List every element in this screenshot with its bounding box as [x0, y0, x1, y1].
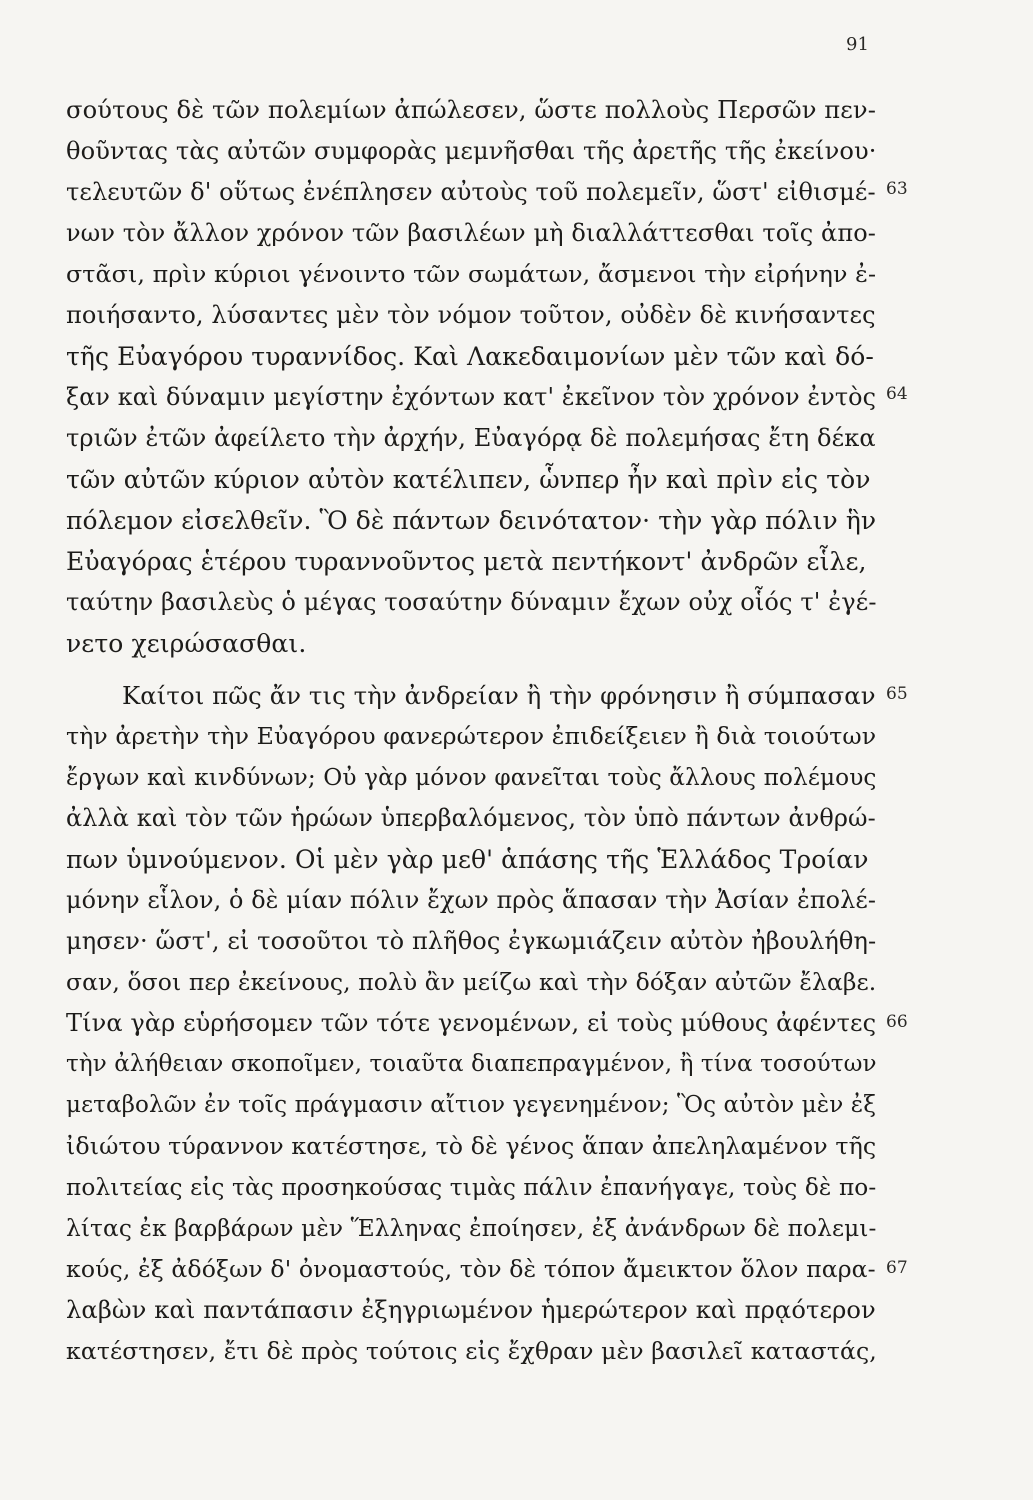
text-line: τελευτῶν δ' οὕτως ἐνέπλησεν αὐτοὺς τοῦ πολεμεῖν, ὥστ' εἰθισμέ-: [66, 178, 876, 206]
text-line: μησεν· ὥστ', εἰ τοσοῦτοι τὸ πλῆθος ἐγκωμιάζειν αὐτὸν ἠβουλήθη-: [66, 927, 877, 955]
text-line: ποιήσαντο, λύσαντες μὲν τὸν νόμον τοῦτον, οὐδὲν δὲ κινήσαντες: [66, 301, 876, 329]
text-line: ξαν καὶ δύναμιν μεγίστην ἐχόντων κατ' ἐκεῖνον τὸν χρόνον ἐντὸς: [66, 383, 877, 411]
text-line: στᾶσι, πρὶν κύριοι γένοιντο τῶν σωμάτων, ἄσμενοι τὴν εἰρήνην ἐ-: [66, 260, 877, 288]
paragraph-1: [66, 90, 876, 664]
text-line: σούτους δὲ τῶν πολεμίων ἀπώλεσεν, ὥστε πολλοὺς Περσῶν πεν-: [66, 96, 876, 124]
text-line: νετο χειρώσασθαι.: [66, 629, 307, 658]
text-line: ἰδιώτου τύραννον κατέστησε, τὸ δὲ γένος ἅπαν ἀπεληλαμένον τῆς: [66, 1132, 877, 1160]
text-line: κούς, ἐξ ἀδόξων δ' ὀνομαστούς, τὸν δὲ τόπον ἄμεικτον ὅλον παρα-: [66, 1255, 876, 1283]
section-number-64: 64: [886, 384, 908, 404]
text-line: ταύτην βασιλεὺς ὁ μέγας τοσαύτην δύναμιν ἔχων οὐχ οἷός τ' ἐγέ-: [66, 588, 877, 616]
text-line: Εὐαγόρας ἑτέρου τυραννοῦντος μετὰ πεντήκοντ' ἀνδρῶν εἷλε,: [66, 547, 867, 576]
text-line: μεταβολῶν ἐν τοῖς πράγμασιν αἴτιον γεγενημένον; Ὃς αὐτὸν μὲν ἐξ: [66, 1092, 876, 1118]
text-line: Καίτοι πῶς ἄν τις τὴν ἀνδρείαν ἢ τὴν φρόνησιν ἢ σύμπασαν: [122, 681, 876, 710]
text-line: πων ὑμνούμενον. Οἱ μὲν γὰρ μεθ' ἁπάσης τῆς Ἑλλάδος Τροίαν: [66, 845, 869, 874]
text-line: μόνην εἷλον, ὁ δὲ μίαν πόλιν ἔχων πρὸς ἅπασαν τὴν Ἀσίαν ἐπολέ-: [66, 886, 876, 914]
text-line: σαν, ὅσοι περ ἐκείνους, πολὺ ἂν μείζω καὶ τὴν δόξαν αὐτῶν ἔλαβε.: [66, 968, 877, 996]
section-number-63: 63: [886, 179, 908, 199]
text-line: Τίνα γὰρ εὑρήσομεν τῶν τότε γενομένων, εἰ τοὺς μύθους ἀφέντες: [66, 1009, 877, 1037]
text-line: τριῶν ἐτῶν ἀφείλετο τὴν ἀρχήν, Εὐαγόρᾳ δὲ πολεμήσας ἔτη δέκα: [66, 424, 876, 452]
text-line: τὴν ἀρετὴν τὴν Εὐαγόρου φανερώτερον ἐπιδείξειεν ἢ διὰ τοιούτων: [66, 722, 877, 750]
text-line: τῆς Εὐαγόρου τυραννίδος. Καὶ Λακεδαιμονίων μὲν τῶν καὶ δό-: [66, 342, 874, 371]
text-line: λαβὼν καὶ παντάπασιν ἐξηγριωμένον ἡμερώτερον καὶ πρᾳότερον: [66, 1296, 876, 1324]
text-line: πόλεμον εἰσελθεῖν. Ὃ δὲ πάντων δεινότατον· τὴν γὰρ πόλιν ἣν: [66, 506, 877, 535]
text-line: ἀλλὰ καὶ τὸν τῶν ἡρώων ὑπερβαλόμενος, τὸν ὑπὸ πάντων ἀνθρώ-: [66, 804, 876, 832]
text-line: κατέστησεν, ἔτι δὲ πρὸς τούτοις εἰς ἔχθραν μὲν βασιλεῖ καταστάς,: [66, 1337, 877, 1365]
text-line: τῶν αὐτῶν κύριον αὐτὸν κατέλιπεν, ὧνπερ ἦν καὶ πρὶν εἰς τὸν: [66, 465, 871, 494]
text-line: θοῦντας τὰς αὐτῶν συμφορὰς μεμνῆσθαι τῆς ἀρετῆς τῆς ἐκείνου·: [66, 137, 877, 165]
paragraph-2: [66, 675, 876, 1372]
text-line: λίτας ἐκ βαρβάρων μὲν Ἕλληνας ἐποίησεν, ἐξ ἀνάνδρων δὲ πολεμι-: [66, 1215, 877, 1242]
page-number: 91: [846, 34, 869, 55]
section-number-65: 65: [886, 684, 908, 704]
text-line: ἔργων καὶ κινδύνων; Οὐ γὰρ μόνον φανεῖται τοὺς ἄλλους πολέμους: [66, 764, 877, 791]
section-number-66: 66: [886, 1012, 908, 1032]
text-line: νων τὸν ἄλλον χρόνον τῶν βασιλέων μὴ διαλλάττεσθαι τοῖς ἀπο-: [66, 219, 876, 247]
text-line: πολιτείας εἰς τὰς προσηκούσας τιμὰς πάλιν ἐπανήγαγε, τοὺς δὲ πο-: [66, 1174, 877, 1201]
section-number-67: 67: [886, 1258, 908, 1278]
text-line: τὴν ἀλήθειαν σκοποῖμεν, τοιαῦτα διαπεπραγμένον, ἢ τίνα τοσούτων: [66, 1051, 877, 1077]
